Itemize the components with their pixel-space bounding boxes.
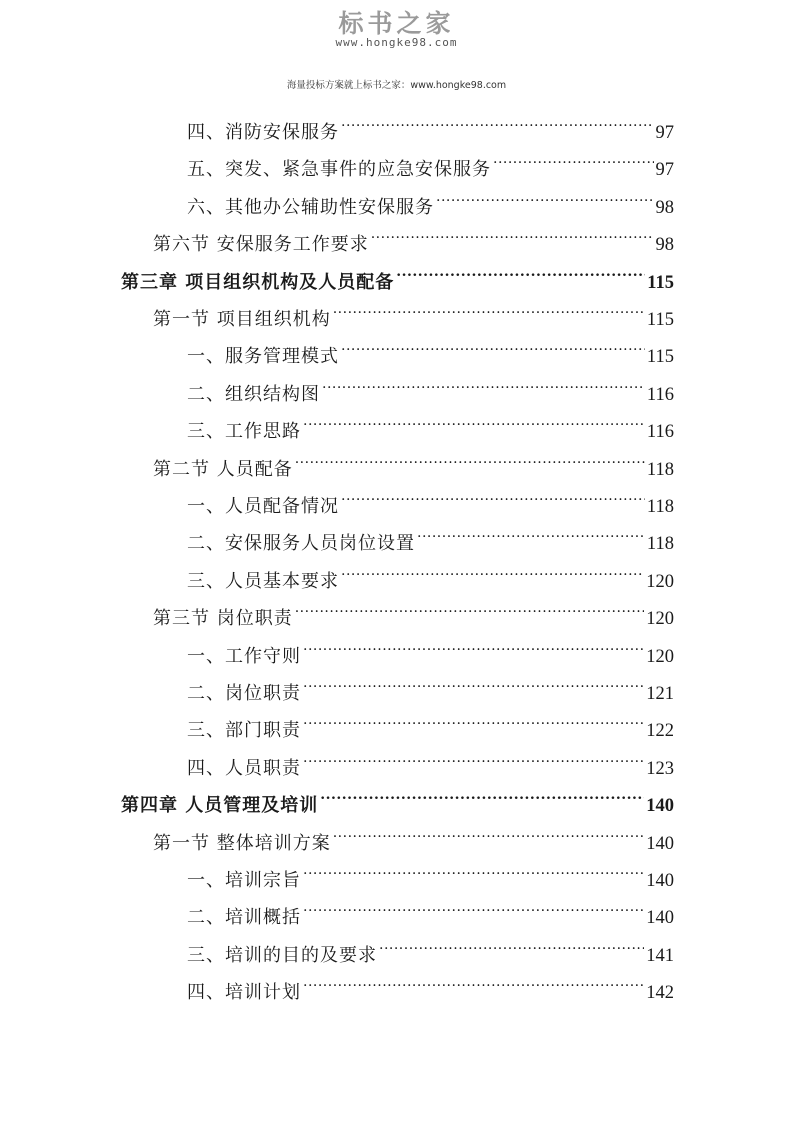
toc-dot-leader (417, 512, 645, 549)
header-tagline: 海量投标方案就上标书之家：www.hongke98.com (286, 80, 507, 91)
toc-page-number: 118 (646, 497, 674, 517)
toc-entry-title: 四、消防安保服务 (187, 122, 339, 143)
toc-entry-title: 第一节 项目组织机构 (153, 309, 331, 330)
toc-subsection-entry (187, 737, 674, 779)
toc-dot-leader (303, 737, 644, 774)
toc-dot-leader (436, 176, 654, 213)
toc-page-number: 97 (655, 160, 674, 181)
toc-subsection-entry (187, 475, 674, 517)
toc-subsection-entry (187, 662, 674, 704)
toc-subsection-entry (187, 176, 674, 218)
toc-subsection-entry (187, 101, 674, 143)
toc-page-number: 140 (646, 833, 674, 854)
toc-entry-title: 二、组织结构图 (187, 383, 320, 405)
toc-subsection-entry (187, 961, 674, 1004)
toc-dot-leader (322, 363, 645, 400)
toc-dot-leader (295, 438, 645, 475)
toc-page-number: 116 (646, 422, 674, 443)
toc-entry-title: 一、工作守则 (187, 645, 301, 667)
toc-dot-leader (341, 325, 645, 362)
toc-page-number: 115 (646, 347, 674, 368)
toc-page-number: 98 (655, 235, 674, 256)
toc-page-number: 115 (647, 272, 674, 293)
toc-subsection-entry (187, 550, 674, 592)
toc-page-number: 120 (646, 609, 674, 630)
toc-entry-title: 三、人员基本要求 (187, 570, 339, 592)
toc-dot-leader (379, 924, 644, 961)
toc-section-entry (153, 587, 674, 630)
toc-subsection-entry (187, 138, 674, 181)
toc-dot-leader (493, 138, 654, 175)
toc-page-number: 140 (646, 908, 674, 929)
toc-entry-title: 二、培训概括 (187, 907, 301, 929)
toc-entry-title: 第四章 人员管理及培训 (121, 795, 319, 817)
toc-dot-leader (341, 101, 654, 138)
toc-subsection-entry (187, 400, 674, 443)
toc-page-number: 121 (646, 684, 674, 704)
toc-dot-leader (333, 288, 645, 325)
toc-dot-leader (320, 774, 644, 811)
toc-entry-title: 三、工作思路 (187, 421, 301, 443)
toc-dot-leader (396, 251, 645, 288)
toc-entry-title: 一、人员配备情况 (187, 496, 339, 517)
toc-dot-leader (303, 625, 644, 662)
toc-dot-leader (341, 475, 645, 512)
site-logo: 标书之家 (338, 9, 455, 38)
toc-entry-title: 四、人员职责 (187, 757, 301, 779)
toc-subsection-entry (187, 363, 674, 405)
toc-entry-title: 第三节 岗位职责 (153, 608, 293, 630)
toc-subsection-entry (187, 886, 674, 929)
toc-dot-leader (303, 400, 645, 437)
toc-dot-leader (303, 662, 644, 699)
toc-entry-title: 二、安保服务人员岗位设置 (187, 533, 415, 555)
toc-entry-title: 三、部门职责 (187, 720, 301, 742)
toc-entry-title: 二、岗位职责 (187, 683, 301, 704)
toc-chapter-entry (121, 251, 674, 293)
toc-page-number: 142 (646, 983, 674, 1004)
toc-subsection-entry (187, 625, 674, 667)
toc-page-number: 140 (646, 871, 674, 891)
toc-subsection-entry (187, 849, 674, 891)
toc-dot-leader (303, 886, 644, 923)
toc-entry-title: 六、其他办公辅助性安保服务 (187, 196, 434, 218)
toc-page-number: 140 (646, 796, 674, 817)
toc-page-number: 118 (646, 534, 674, 555)
toc-page-number: 120 (646, 571, 674, 592)
toc-dot-leader (303, 849, 644, 886)
toc-subsection-entry (187, 325, 674, 368)
toc-section-entry (153, 812, 674, 854)
toc-page-number: 120 (646, 646, 674, 667)
toc-page-number: 141 (646, 945, 674, 966)
toc-entry-title: 第二节 人员配备 (153, 458, 293, 480)
toc-entry-title: 第三章 项目组织机构及人员配备 (121, 271, 395, 293)
toc-entry-title: 一、培训宗旨 (187, 870, 301, 891)
toc-entry-title: 三、培训的目的及要求 (187, 944, 377, 966)
toc-dot-leader (341, 550, 644, 587)
toc-page-number: 122 (646, 721, 674, 742)
toc-subsection-entry (187, 512, 674, 555)
toc-section-entry (153, 438, 674, 480)
toc-entry-title: 第六节 安保服务工作要求 (153, 234, 369, 256)
toc-section-entry (153, 288, 674, 330)
toc-section-entry (153, 213, 674, 256)
toc-subsection-entry (187, 924, 674, 966)
toc-page-number: 116 (646, 384, 674, 405)
toc-chapter-entry (121, 774, 674, 817)
toc-entry-title: 第一节 整体培训方案 (153, 832, 331, 854)
toc-dot-leader (295, 587, 645, 624)
toc-page-number: 123 (646, 758, 674, 779)
site-url: www.hongke98.com (335, 36, 458, 49)
toc-page-number: 115 (646, 310, 674, 330)
toc-dot-leader (333, 812, 645, 849)
toc-page-number: 97 (655, 123, 674, 143)
toc-page-number: 118 (646, 459, 674, 480)
toc-entry-title: 四、培训计划 (187, 982, 301, 1004)
toc-dot-leader (303, 699, 644, 736)
toc-subsection-entry (187, 699, 674, 742)
toc-dot-leader (303, 961, 644, 998)
toc-dot-leader (371, 213, 654, 250)
toc-entry-title: 一、服务管理模式 (187, 346, 339, 368)
toc-page-number: 98 (655, 197, 674, 218)
toc-entry-title: 五、突发、紧急事件的应急安保服务 (187, 159, 491, 181)
